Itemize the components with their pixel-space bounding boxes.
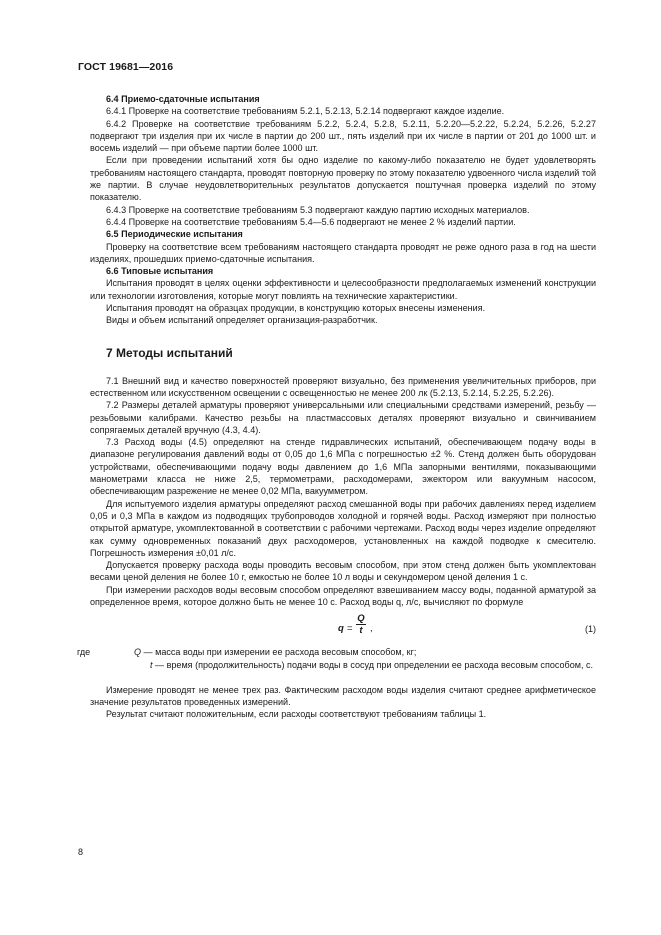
paragraph-6-4-4: 6.4.4 Проверке на соответствие требованиям 5.4—5.6 подвергают не менее 2 % изделий партии. <box>106 216 516 227</box>
paragraph-6-6-scope: Виды и объем испытаний определяет организация-разработчик. <box>106 315 378 326</box>
paragraph-7-3-repeat: Измерение проводят не менее трех раз. Фактическим расходом воды изделия считают среднее арифметическое значение результатов проведенных измерений. <box>90 684 596 708</box>
paragraph-7-3-weighing: Допускается проверку расхода воды проводить весовым способом, при этом стенд должен быть укомплектован весами ценой деления не более 10 г, емкостью не более 10 л воды и секундомером ценой деления 1 с. <box>90 560 596 583</box>
legend-symbol-t: t <box>150 659 153 670</box>
standard-header: ГОСТ 19681—2016 <box>78 61 174 73</box>
paragraph-6-6-samples: Испытания проводят на образцах продукции, в конструкцию которых внесены изменения. <box>106 303 486 314</box>
paragraph-6-4-3: 6.4.3 Проверке на соответствие требованиям 5.3 подвергают каждую партию исходных материалов. <box>106 204 530 215</box>
paragraph-6-6-purpose: Испытания проводят в целях оценки эффективности и целесообразности предполагаемых изменений конструкции или технологии изготовления, которые могут повлиять на технические характеристики. <box>90 278 596 301</box>
formula-comma: , <box>370 623 373 635</box>
paragraph-6-4-1: 6.4.1 Проверке на соответствие требованиям 5.2.1, 5.2.13, 5.2.14 подвергают каждое изделие. <box>106 106 505 117</box>
formula-number: (1) <box>584 624 596 635</box>
formula-numerator: Q <box>357 613 365 625</box>
formula-legend <box>77 646 596 671</box>
paragraph-6-4-2: 6.4.2 Проверке на соответствие требованиям 5.2.2, 5.2.4, 5.2.8, 5.2.11, 5.2.20—5.2.22, 5.2.24, 5.2.26, 5.2.27 подвергают три изделия при их числе в партии до 200 шт., пять изделий при их числе в партии от 201 до 1000 шт. и восемь изделий — при объеме партии более 1000 шт. <box>90 118 596 154</box>
paragraph-7-3-mixed-flow: Для испытуемого изделия арматуры определяют расход смешанной воды при рабочих давлениях перед изделием 0,05 и 0,3 МПа в каждом из подводящих трубопроводов холодной и горячей воды. Расход измеряют при полностью открытой арматуре, укомплектованной в соответствии с рабочими чертежами. Расход воды через изделие определяют как сумму одновременных показаний двух расходомеров, установленных на каждой подводке к смесителю. Погрешность измерения ±0,01 л/с. <box>90 498 596 558</box>
section-7-title: 7 Методы испытаний <box>106 345 233 360</box>
formula-denominator: t <box>359 625 363 637</box>
page-number: 8 <box>78 847 84 857</box>
legend-symbol-q: Q <box>134 647 142 658</box>
paragraph-7-3-formula-intro: При измерении расходов воды весовым способом определяют взвешиванием массу воды, поданной арматурой за определенное время, которое должно быть не менее 10 с. Расход воды q, л/с, вычисляют по формуле <box>90 584 596 607</box>
section-6-6-title: 6.6 Типовые испытания <box>106 266 214 277</box>
paragraph-6-5: Проверку на соответствие всем требованиям настоящего стандарта проводят не реже одного раза в год на шести изделиях, прошедших приемо-сдаточные испытания. <box>90 241 596 264</box>
paragraph-7-3: 7.3 Расход воды (4.5) определяют на стенде гидравлических испытаний, обеспечивающем подачу воды в диапазоне регулирования давлений воды от 0,05 до 1,6 МПа с погрешностью ±2 %. Стенд должен быть оборудован устройствами, обеспечивающими подачу воды давлением до 1,6 МПа запорными вентилями, показывающими манометрами класса не ниже 2,5, термометрами, расходомерами, эжектором или вакуумным насосом, обеспечивающим разрежение не менее 0,02 МПа, вакуумметром. <box>90 437 596 497</box>
legend-definition-t: — время (продолжительность) подачи воды в сосуд при определении ее расхода весовым способом, с. <box>152 659 594 670</box>
section-6-4-title: 6.4 Приемо-сдаточные испытания <box>106 94 260 104</box>
formula-fraction <box>356 613 366 636</box>
legend-definition-q: — масса воды при измерении ее расхода весовым способом, кг; <box>141 647 417 658</box>
formula-lhs: q <box>338 623 344 635</box>
paragraph-7-2: 7.2 Размеры деталей арматуры проверяют универсальными или специальными средствами измерений, резьбу — резьбовыми калибрами. Качество резьбы на пластмассовых деталях проверяют визуально и свинчиванием сопрягаемых деталей вручную (4.3, 4.4). <box>90 400 596 435</box>
section-6-5-title: 6.5 Периодические испытания <box>106 229 243 240</box>
formula-1 <box>90 612 596 646</box>
paragraph-6-4-2-retest: Если при проведении испытаний хотя бы одно изделие по какому-либо показателю не будет удовлетворять требованиям настоящего стандарта, проводят повторную проверку по этому показателю удвоенного числа изделий той же партии. В случае неудовлетворительных результатов допускается поштучная проверка изделий по этому показателю. <box>90 155 596 203</box>
legend-where-word: где <box>77 647 91 658</box>
legend-row-t <box>90 659 596 671</box>
legend-row-q <box>77 646 596 658</box>
formula-equals: = <box>347 623 353 635</box>
paragraph-7-1: 7.1 Внешний вид и качество поверхностей проверяют визуально, без применения увеличительных приборов, при естественном или искусственном освещении с освещенностью не менее 200 лк (5.2.13, 5.2.14, 5.2.25, 5.2.26). <box>90 375 596 398</box>
paragraph-7-3-result: Результат считают положительным, если расходы соответствуют требованиям таблицы 1. <box>106 709 487 720</box>
document-body <box>77 93 596 721</box>
